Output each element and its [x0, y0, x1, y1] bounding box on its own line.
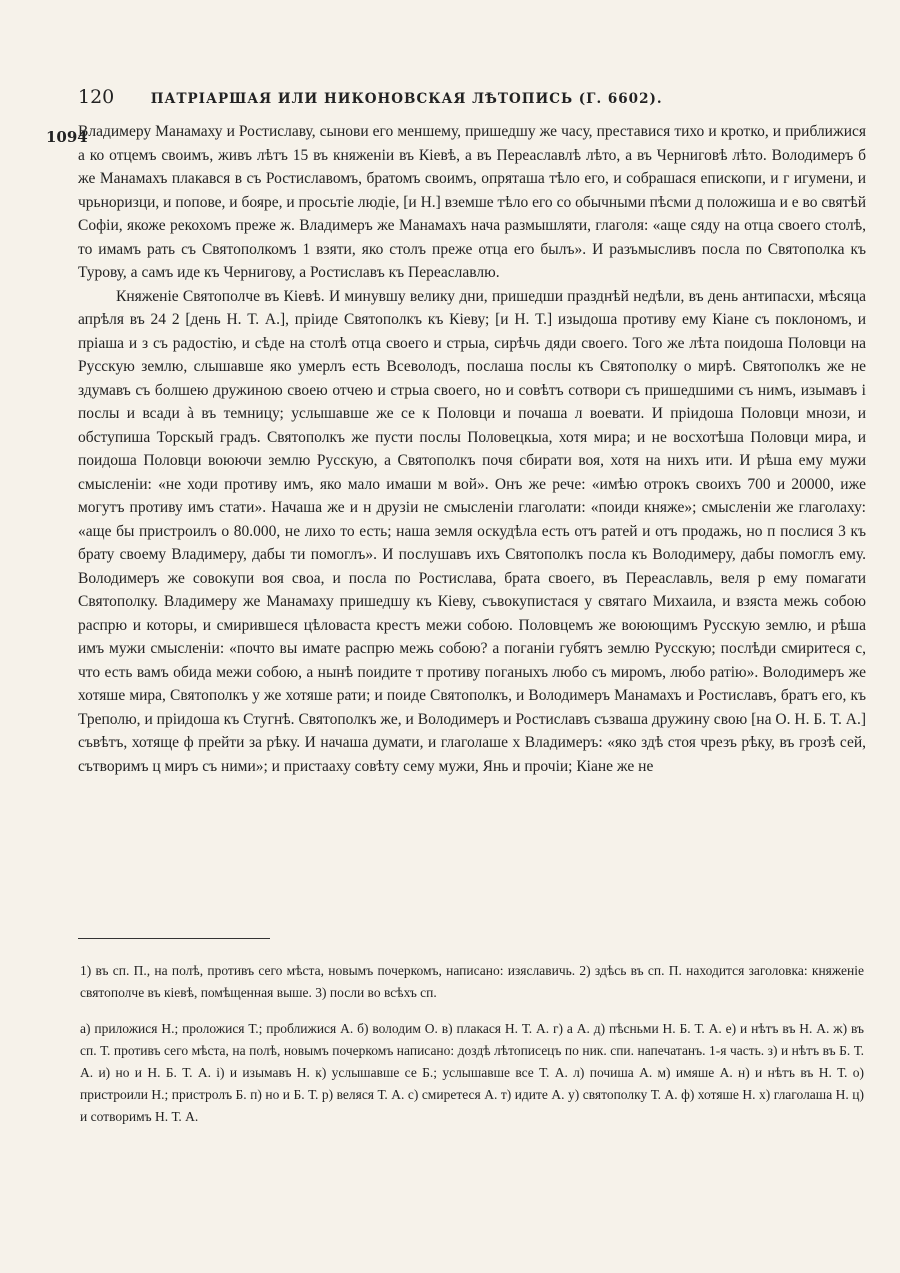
main-text: [78, 120, 866, 778]
paragraph: Княженіе Святополче въ Кіевѣ. И минувшу велику дни, пришедши празднѣй недѣли, въ день антипасхи, мѣсяца апрѣля въ 24 2 [день Н. Т. А.], пріиде Святополкъ къ Кіеву; [и Н. Т.] изыдоша противу ему Кіане съ поклономъ, и пріаша и з съ радостію, и сѣде на столѣ отца своего и стрыа, сирѣчь дяди своего. Того же лѣта поидоша Половци на Русскую землю, слышавше яко умерлъ есть Всеволодъ, послаша послы къ Святополку о мирѣ. Святополкъ же не здумавъ съ болшею дружиною своею отчею и стрыа своего, но и совѣтъ сотвори съ пришедшими съ нимъ, изымавъ і послы и всади à въ темницу; услышавше же се к Половци и почаша л воевати. И пріидоша Половци мнози, и обступиша Торскый градъ. Святополкъ же пусти послы Половецкыа, хотя мира; и не восхотѣша Половци мира, и поидоша Половци воюючи землю Русскую, а Святополкъ почя сбирати воя, хотя на нихъ ити. И рѣша ему мужи смысленіи: «не ходи противу имъ, яко мало имаши м вой». Онъ же рече: «имѣю отрокъ своихъ 700 и 20000, иже могутъ противу имъ стати». Начаша же и н друзіи не смысленіи глаголати: «поиди княже»; смысленіи же глаголаху: «аще бы пристроилъ о 80.000, не лихо то есть; наша земля оскудѣла есть отъ ратей и отъ продажь, но п послися 3 къ брату своему Владимеру, дабы ти помоглъ». И послушавъ ихъ Святополкъ посла къ Володимеру, дабы помоглъ ему. Володимеръ же совокупи воя своа, и посла по Ростислава, брата своего, въ Переаславль, веля р ему помагати Святополку. Владимеру же Манамаху пришедшу къ Кіеву, съвокупистася у святаго Михаила, и взяста межь собою распрю и которы, и смирившеся цѣловаста крестъ межи собою. Половцемъ же воюющимъ Русскую землю, и рѣша имъ мужи смысленіи: «почто вы имате распрю межь собою? а поганіи губятъ землю Русскую; послѣди смиритеся с, что есть вамъ обида межи собою, а нынѣ поидите т противу поганыхъ любо съ миромъ, любо ратію». Володимеръ же хотяше мира, Святополкъ у же хотяше рати; и поиде Святополкъ, и Володимеръ Манамахъ и Ростиславъ, братъ его, къ Треполю, и пріидоша къ Стугнѣ. Святополкъ же, и Володимеръ и Ростиславъ съзваша дружину свою [на О. Н. Б. Т. А.] съвѣтъ, хотяще ф прейти за рѣку. И начаша думати, и глаголаше х Владимеръ: «яко здѣ стоя чрезъ рѣку, въ грозѣ сей, сътворимъ ц миръ съ ними»; и пристааху совѣту сему мужи, Янь и прочіи; Кіане же не: [78, 287, 866, 775]
running-title: ПАТРІАРШАЯ ИЛИ НИКОНОВСКАЯ ЛѢТОПИСЬ (Г. 6602).: [150, 91, 663, 107]
lettered-footnotes: а) приложися Н.; проложися Т.; проближися А. б) володим О. в) плакася Н. Т. А. г) а А. д) пѣсньми Н. Б. Т. А. е) и нѣтъ въ Н. А. ж) въ сп. Т. противъ сего мѣста, на полѣ, новымъ почеркомъ написано: доздѣ лѣтописецъ по ник. спи. напечатанъ. 1-я часть. з) и нѣтъ въ Б. Т. А. и) но и Н. Б. Т. А. і) и изымавъ Н. к) услышавше се Б.; услышавше все Т. А. л) почиша А. м) имяше А. н) и нѣтъ въ Н. Т. о) пристроили Н.; пристролъ Б. п) но и Б. Т. р) веляся Т. А. с) смиретеся А. т) идите А. у) святополку Т. А. ф) хотяше Н. х) глаголаша Н. ц) и сотворимъ Н. Т. А.: [80, 1021, 864, 1124]
footnotes: [80, 960, 864, 1128]
numeric-footnotes: 1) въ сп. П., на полѣ, противъ сего мѣста, новымъ почеркомъ, написано: изяславичь. 2) здѣсь въ сп. П. находится заголовка: княженіе святополче въ кіевѣ, помѣщенная выше. 3) посли во всѣхъ сп.: [80, 963, 864, 1000]
page-header: [78, 86, 700, 108]
page-number: 120: [78, 86, 115, 108]
footnote-divider: [78, 938, 270, 939]
paragraph: Владимеру Манамаху и Ростиславу, сынови его меншему, пришедшу же часу, преставися тихо и кротко, и приближися а ко отцемъ своимъ, живъ лѣтъ 15 въ княженіи въ Кіевѣ, а въ Переаславлѣ лѣто, а въ Черниговѣ лѣто. Володимеръ б же Манамахъ плакався в съ Ростиславомъ, братомъ своимъ, опряташа тѣло его, и собрашася епископи, и г игумени, и чрьноризци, и попове, и бояре, и просьтіе людіе, [и Н.] вземше тѣло его со обычными пѣсми д положиша и е во святѣй Софіи, якоже рекохомъ преже ж. Владимеръ же Манамахъ нача размышляти, глаголя: «аще сяду на отца своего столѣ, то имамъ рать съ Святополкомъ 1 взяти, яко столъ преже отца его былъ». И разъмысливъ посла по Святополка къ Турову, а самъ иде къ Чернигову, а Ростиславъ къ Переаславлю.: [78, 123, 866, 281]
margin-year: 1094: [46, 128, 88, 146]
